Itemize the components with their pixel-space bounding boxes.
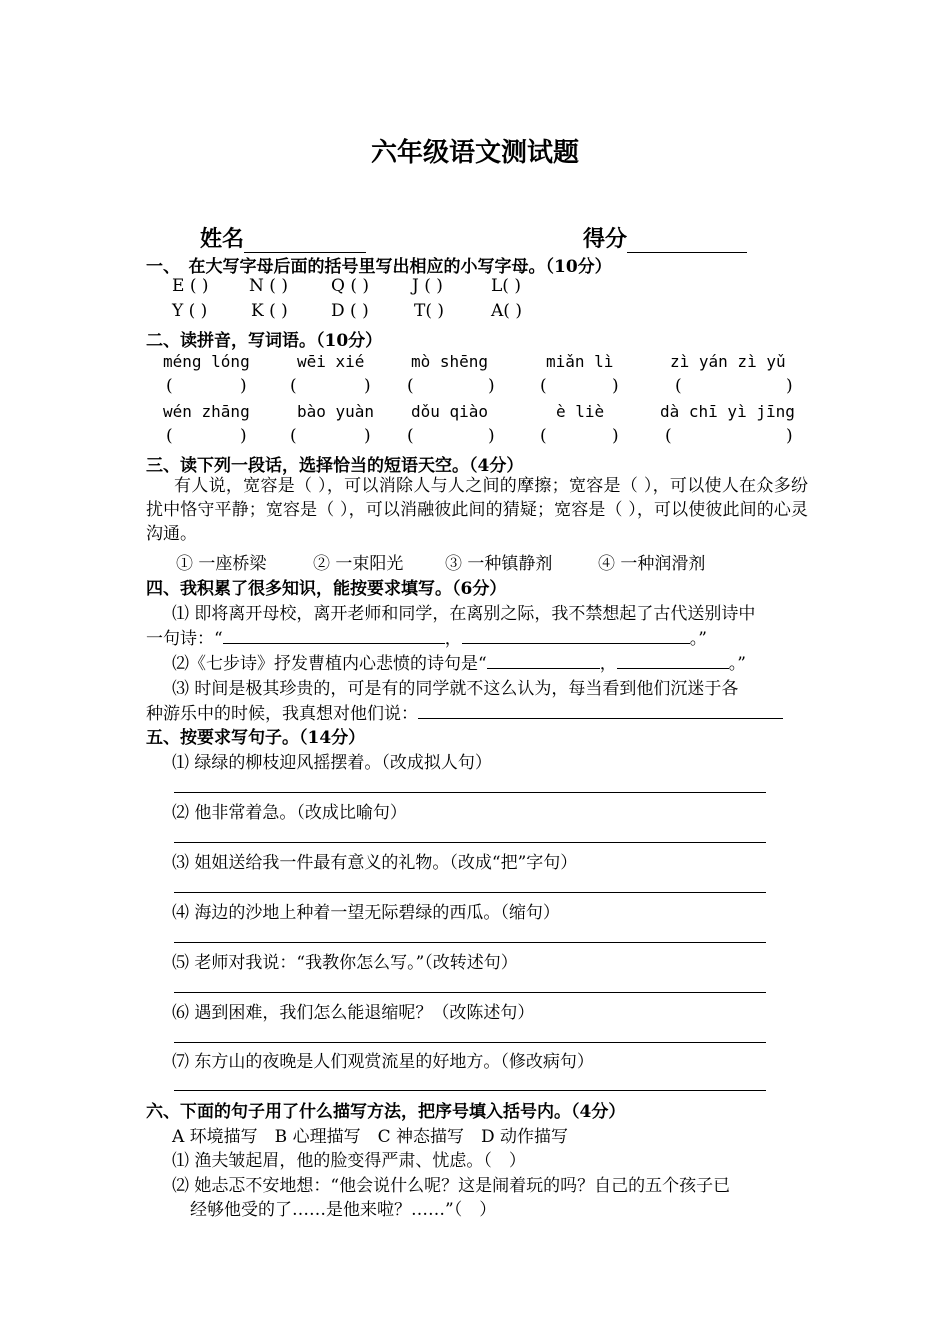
score-blank[interactable] (627, 228, 747, 253)
s4-q1-end: 。” (689, 629, 707, 649)
answer-blank[interactable] (418, 704, 783, 719)
s5-item-7: ⑺ 东方山的夜晚是人们观赏流星的好地方。（修改病句） (172, 1052, 594, 1072)
letter-item[interactable]: Q ( ) (331, 276, 370, 296)
section-5-heading: 五、按要求写句子。（14分） (146, 728, 366, 748)
pinyin-item: zì yán zì yǔ (670, 352, 786, 371)
s5-item-5: ⑸ 老师对我说：“我教你怎么写。”（改转述句） (172, 953, 518, 973)
option-item: ④ 一种润滑剂 (598, 554, 706, 574)
answer-line[interactable] (174, 1090, 766, 1091)
s6-q2-line-2: 经够他受的了……是他来啦？……”（ ） (190, 1200, 497, 1220)
paren-close: ) (786, 376, 793, 396)
pinyin-item: è liè (556, 402, 605, 421)
s4-q2-prefix: ⑵《七步诗》抒发曹植内心悲愤的诗句是“ (172, 654, 487, 674)
name-field (200, 222, 366, 253)
section-3-paragraph: 有人说，宽容是（ ），可以消除人与人之间的摩擦；宽容是（ ），可以使人在众多纷扰中恪守平静；宽容是（ ），可以消融彼此间的猜疑；宽容是（ ），可以使彼此间的心灵沟通。 (146, 476, 808, 544)
letter-item[interactable]: L( ) (491, 276, 521, 296)
letter-item[interactable]: D ( ) (331, 301, 369, 321)
s4-q2-end: 。” (728, 654, 746, 674)
s5-item-2: ⑵ 他非常着急。（改成比喻句） (172, 803, 407, 823)
paren-open[interactable]: ( (665, 426, 672, 446)
answer-line[interactable] (174, 992, 766, 993)
s5-item-1: ⑴ 绿绿的柳枝迎风摇摆着。（改成拟人句） (172, 753, 492, 773)
letter-item[interactable]: K ( ) (251, 301, 288, 321)
answer-line[interactable] (174, 792, 766, 793)
option-item: ① 一座桥梁 (176, 554, 267, 574)
s5-item-3: ⑶ 姐姐送给我一件最有意义的礼物。（改成“把”字句） (172, 853, 578, 873)
paren-open[interactable]: ( (540, 376, 547, 396)
paren-close: ) (488, 426, 495, 446)
answer-blank[interactable] (462, 629, 690, 644)
letter-item[interactable]: T( ) (414, 301, 445, 321)
paren-close: ) (612, 376, 619, 396)
pinyin-item: wén zhāng (163, 402, 250, 421)
letter-item[interactable]: E ( ) (172, 276, 209, 296)
answer-line[interactable] (174, 1042, 766, 1043)
paren-open[interactable]: ( (166, 376, 173, 396)
section-1-heading: 一、 在大写字母后面的括号里写出相应的小写字母。（10分） (146, 257, 612, 277)
s4-q2-sep: ， (599, 654, 617, 674)
s6-options: A 环境描写 B 心理描写 C 神态描写 D 动作描写 (172, 1127, 569, 1147)
paren-open[interactable]: ( (540, 426, 547, 446)
section-4-heading: 四、我积累了很多知识，能按要求填写。（6分） (146, 579, 507, 599)
answer-blank[interactable] (223, 629, 445, 644)
paren-open[interactable]: ( (290, 426, 297, 446)
answer-line[interactable] (174, 892, 766, 893)
pinyin-item: méng lóng (163, 352, 250, 371)
s4-q1-sep: ， (444, 629, 462, 649)
section-3-heading: 三、读下列一段话，选择恰当的短语天空。（4分） (146, 456, 524, 476)
s6-q1: ⑴ 渔夫皱起眉，他的脸变得严肃、忧虑。（ ） (172, 1151, 526, 1171)
letter-item[interactable]: A( ) (491, 301, 522, 321)
paren-open[interactable]: ( (166, 426, 173, 446)
letter-item[interactable]: N ( ) (249, 276, 288, 296)
paren-close: ) (364, 426, 371, 446)
option-item: ③ 一种镇静剂 (445, 554, 553, 574)
s4-q1-prefix: 一句诗：“ (146, 629, 223, 649)
s4-q3-line-2 (146, 699, 783, 724)
paren-open[interactable]: ( (675, 376, 682, 396)
section-2-heading: 二、读拼音，写词语。（10分） (146, 331, 383, 351)
paren-close: ) (488, 376, 495, 396)
s4-q3-line-1: ⑶ 时间是极其珍贵的，可是有的同学就不这么认为，每当看到他们沉迷于各 (172, 679, 739, 699)
paren-open[interactable]: ( (407, 376, 414, 396)
name-label: 姓名 (200, 226, 245, 252)
paren-close: ) (364, 376, 371, 396)
answer-line[interactable] (174, 942, 766, 943)
paren-close: ) (786, 426, 793, 446)
name-blank[interactable] (244, 228, 366, 253)
section-6-heading: 六、下面的句子用了什么描写方法，把序号填入括号内。（4分） (146, 1102, 626, 1122)
paren-close: ) (240, 376, 247, 396)
s5-item-4: ⑷ 海边的沙地上种着一望无际碧绿的西瓜。（缩句） (172, 903, 560, 923)
paren-open[interactable]: ( (290, 376, 297, 396)
letter-item[interactable]: J ( ) (412, 276, 443, 296)
option-item: ② 一束阳光 (313, 554, 404, 574)
pinyin-item: mò shēng (411, 352, 489, 371)
pinyin-item: wēi xié (297, 352, 365, 371)
answer-blank[interactable] (617, 654, 729, 669)
score-label: 得分 (583, 226, 628, 252)
s5-item-6: ⑹ 遇到困难，我们怎么能退缩呢？（改陈述句） (172, 1003, 535, 1023)
s4-q1-line-2 (146, 624, 707, 649)
letter-item[interactable]: Y ( ) (172, 301, 208, 321)
pinyin-item: dǒu qiào (411, 402, 489, 421)
answer-blank[interactable] (487, 654, 600, 669)
pinyin-item: miǎn lì (546, 352, 614, 371)
paren-open[interactable]: ( (407, 426, 414, 446)
s4-q1-line-1: ⑴ 即将离开母校，离开老师和同学，在离别之际，我不禁想起了古代送别诗中 (172, 604, 756, 624)
pinyin-item: dà chī yì jīng (660, 402, 795, 421)
pinyin-item: bào yuàn (297, 402, 375, 421)
paren-close: ) (612, 426, 619, 446)
s4-q3-prefix: 种游乐中的时候，我真想对他们说： (146, 704, 418, 724)
s4-q2-line (172, 649, 746, 674)
page-title: 六年级语文测试题 (370, 138, 579, 168)
score-field (583, 222, 747, 253)
answer-line[interactable] (174, 842, 766, 843)
s6-q2-line-1: ⑵ 她忐忑不安地想：“他会说什么呢？这是闹着玩的吗？自己的五个孩子已 (172, 1176, 731, 1196)
paren-close: ) (240, 426, 247, 446)
